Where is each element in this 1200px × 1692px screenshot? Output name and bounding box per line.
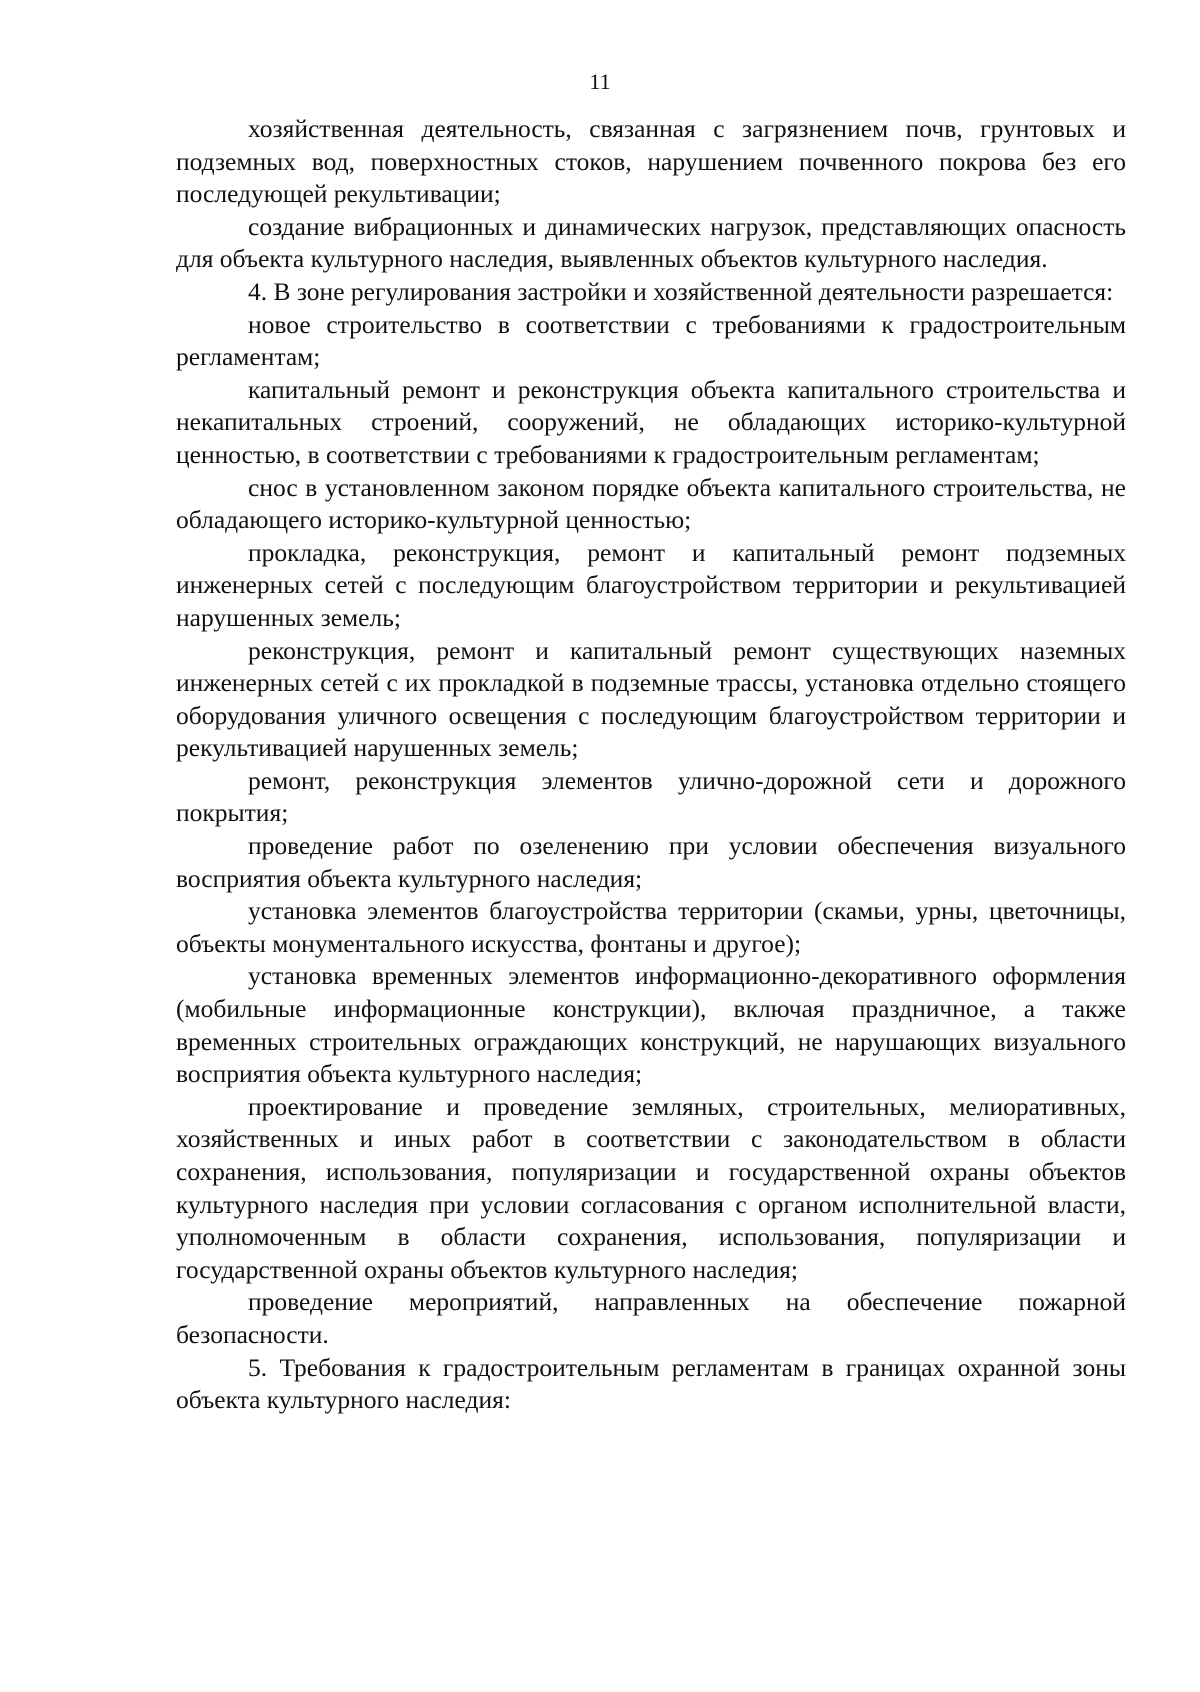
- paragraph-3: 4. В зоне регулирования застройки и хозяйственной деятельности разрешается:: [248, 276, 1114, 306]
- paragraph-1: хозяйственная деятельность, связанная с загрязнением почв, грунтовых и подземных вод, поверхностных стоков, нарушением почвенного покрова без его последующей рекультивации;: [176, 114, 1126, 209]
- paragraph-11: установка элементов благоустройства территории (скамьи, урны, цветочницы, объекты монументального искусства, фонтаны и другое);: [176, 896, 1126, 958]
- paragraph-8: реконструкция, ремонт и капитальный ремонт существующих наземных инженерных сетей с их прокладкой в подземные трассы, установка отдельно стоящего оборудования уличного освещения с последующим благоустройством территории и рекультивацией нарушенных земель;: [176, 635, 1126, 763]
- document-body: [176, 113, 1126, 1417]
- paragraph-15: 5. Требования к градостроительным регламентам в границах охранной зоны объекта культурного наследия:: [176, 1352, 1126, 1415]
- paragraph-5: капитальный ремонт и реконструкция объекта капитального строительства и некапитальных строений, сооружений, не обладающих историко-культурной ценностью, в соответствии с требованиями к градостроительным регламентам;: [176, 374, 1126, 469]
- page-number: 11: [589, 69, 611, 94]
- paragraph-10: проведение работ по озеленению при условии обеспечения визуального восприятия объекта культурного наследия;: [176, 831, 1126, 893]
- paragraph-9: ремонт, реконструкция элементов улично-дорожной сети и дорожного покрытия;: [176, 765, 1126, 828]
- paragraph-14: проведение мероприятий, направленных на обеспечение пожарной безопасности.: [176, 1287, 1126, 1349]
- paragraph-12: установка временных элементов информационно-декоративного оформления (мобильные информационные конструкции), включая праздничное, а также временных строительных ограждающих конструкций, не нарушающих визуального восприятия объекта культурного наследия;: [176, 961, 1126, 1089]
- paragraph-2: создание вибрационных и динамических нагрузок, представляющих опасность для объекта культурного наследия, выявленных объектов культурного наследия.: [176, 211, 1126, 274]
- paragraph-4: новое строительство в соответствии с требованиями к градостроительным регламентам;: [176, 309, 1126, 372]
- paragraph-13: проектирование и проведение земляных, строительных, мелиоративных, хозяйственных и иных работ в соответствии с законодательством в области сохранения, использования, популяризации и государственной охраны объектов культурного наследия при условии согласования с органом исполнительной власти, уполномоченным в области сохранения, использования, популяризации и государственной охраны объектов культурного наследия;: [176, 1091, 1126, 1284]
- paragraph-6: снос в установленном законом порядке объекта капитального строительства, не обладающего историко-культурной ценностью;: [176, 472, 1126, 535]
- paragraph-7: прокладка, реконструкция, ремонт и капитальный ремонт подземных инженерных сетей с последующим благоустройством территории и рекультивацией нарушенных земель;: [176, 537, 1126, 632]
